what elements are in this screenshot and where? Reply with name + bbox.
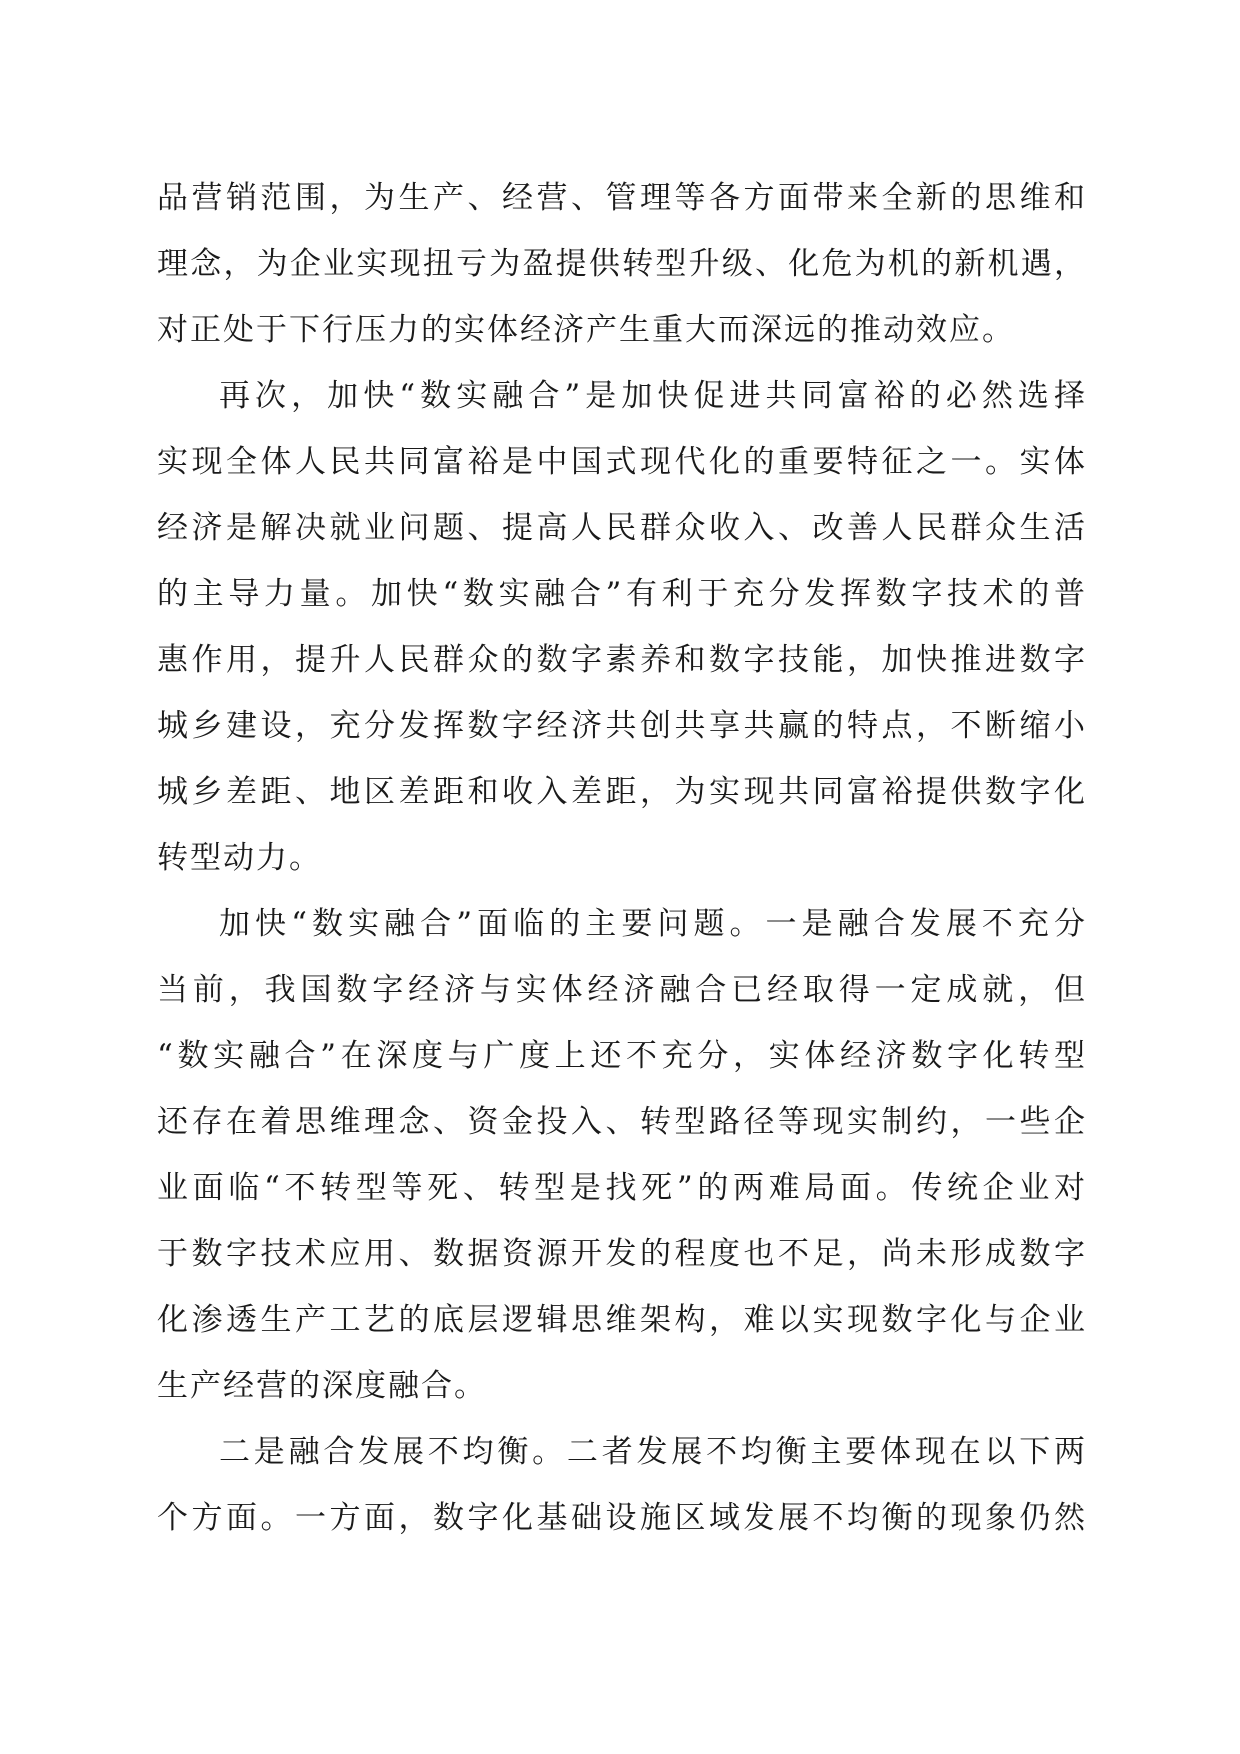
text-line: “数实融合”在深度与广度上还不充分，实体经济数字化转型 — [157, 1038, 1087, 1074]
text-line: 惠作用，提升人民群众的数字素养和数字技能，加快推进数字 — [157, 642, 1087, 678]
text-line: 转型动力。 — [157, 840, 322, 876]
text-line: 品营销范围，为生产、经营、管理等各方面带来全新的思维和 — [157, 180, 1087, 216]
text-line: 化渗透生产工艺的底层逻辑思维架构，难以实现数字化与企业 — [157, 1302, 1087, 1338]
text-line: 的主导力量。加快“数实融合”有利于充分发挥数字技术的普 — [157, 576, 1087, 612]
text-line: 实现全体人民共同富裕是中国式现代化的重要特征之一。实体 — [157, 444, 1087, 480]
text-line: 当前，我国数字经济与实体经济融合已经取得一定成就，但 — [157, 972, 1087, 1008]
text-line: 于数字技术应用、数据资源开发的程度也不足，尚未形成数字 — [157, 1236, 1087, 1272]
text-line: 城乡建设，充分发挥数字经济共创共享共赢的特点，不断缩小 — [157, 708, 1087, 744]
document-body — [157, 165, 1087, 1551]
text-line: 生产经营的深度融合。 — [157, 1368, 487, 1404]
text-line: 再次，加快“数实融合”是加快促进共同富裕的必然选择 — [219, 378, 1087, 414]
text-line: 加快“数实融合”面临的主要问题。一是融合发展不充分 — [219, 906, 1087, 942]
text-line: 城乡差距、地区差距和收入差距，为实现共同富裕提供数字化 — [157, 774, 1087, 810]
text-line: 业面临“不转型等死、转型是找死”的两难局面。传统企业对 — [157, 1170, 1087, 1206]
text-line: 个方面。一方面，数字化基础设施区域发展不均衡的现象仍然 — [157, 1500, 1087, 1536]
text-line: 二是融合发展不均衡。二者发展不均衡主要体现在以下两 — [219, 1434, 1087, 1470]
text-line: 对正处于下行压力的实体经济产生重大而深远的推动效应。 — [157, 312, 1015, 348]
text-line: 还存在着思维理念、资金投入、转型路径等现实制约，一些企 — [157, 1104, 1087, 1140]
text-line: 经济是解决就业问题、提高人民群众收入、改善人民群众生活 — [157, 510, 1087, 546]
text-line: 理念，为企业实现扭亏为盈提供转型升级、化危为机的新机遇， — [157, 246, 1087, 282]
